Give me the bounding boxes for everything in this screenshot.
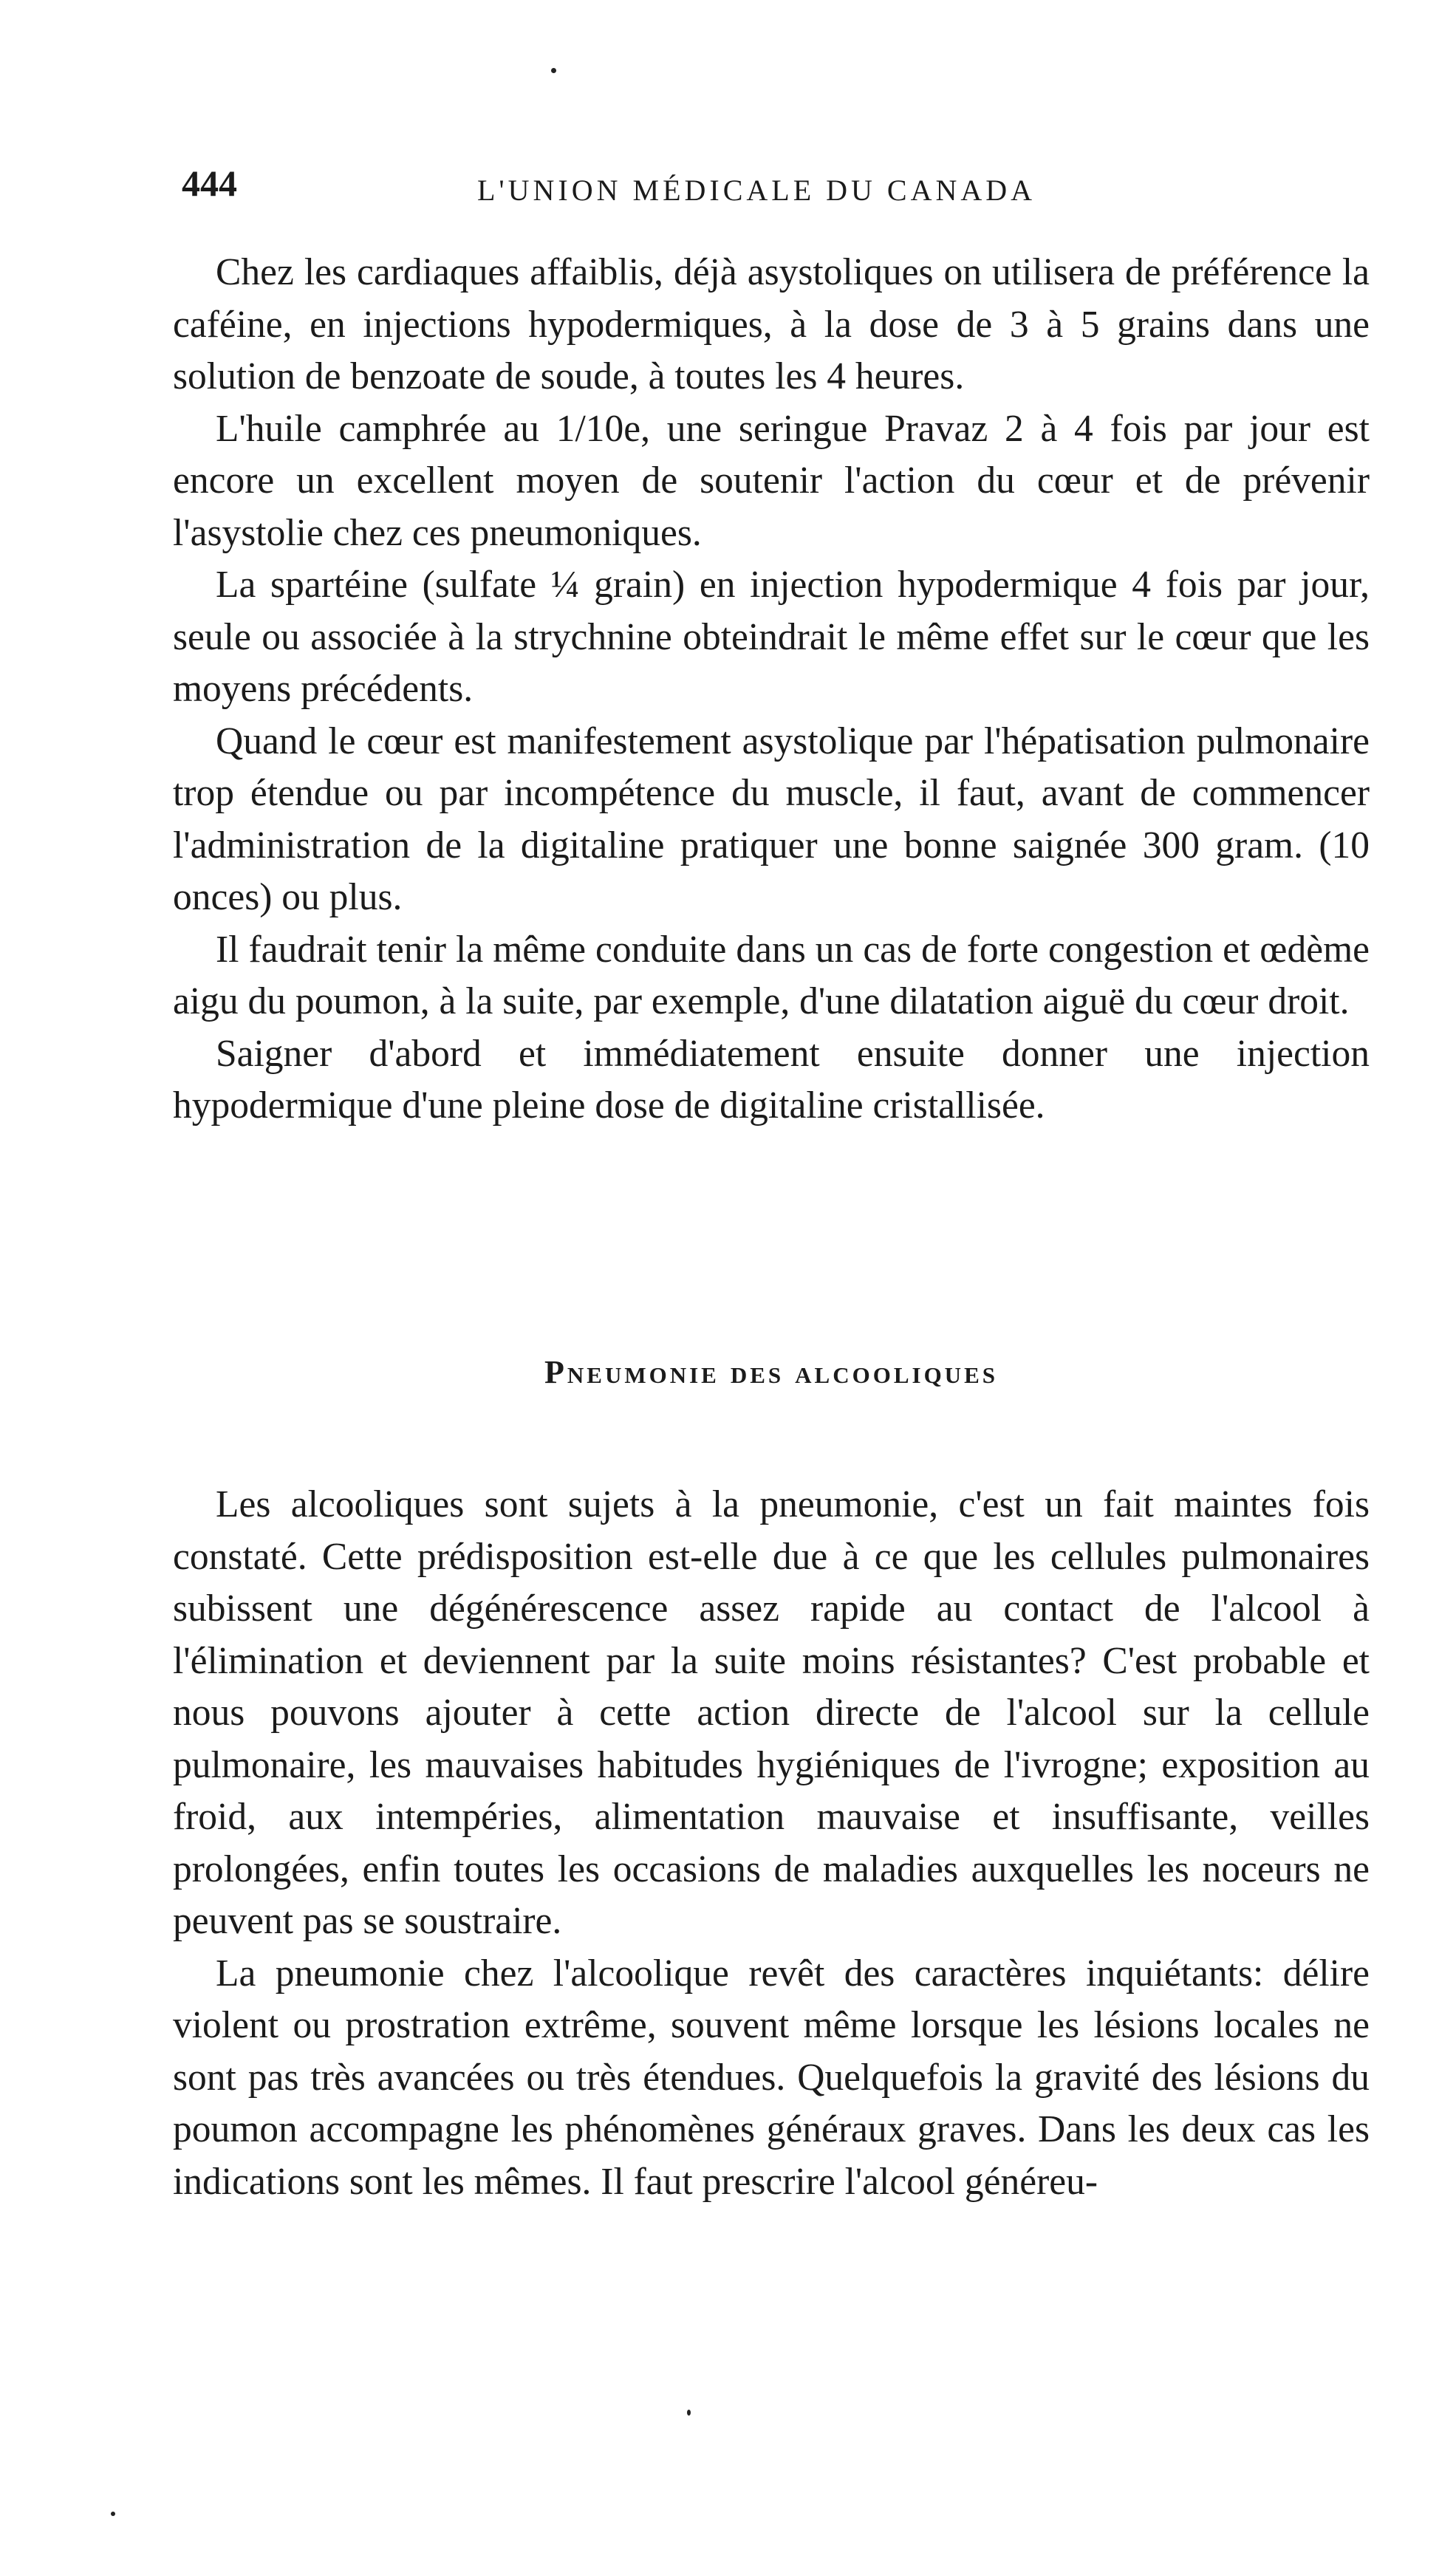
paragraph: Quand le cœur est manifestement asystolique par l'hépatisation pulmonaire trop étendue ou par incompétence du muscle, il faut, avant de commencer l'administration de la digitaline pratiquer une bonne saignée 300 gram. (10 onces) ou plus.: [173, 719, 1370, 918]
paragraph: Les alcooliques sont sujets à la pneumonie, c'est un fait maintes fois constaté. Cette prédisposition est-elle due à ce que les cellules pulmonaires subissent une dégénérescence assez rapide au contact de l'alcool à l'élimination et deviennent par la suite moins résistantes? C'est probable et nous pouvons ajouter à cette action directe de l'alcool sur la cellule pulmonaire, les mauvaises habitudes hygiéniques de l'ivrogne; exposition au froid, aux intempéries, alimentation mauvaise et insuffisante, veilles prolongées, enfin toutes les occasions de maladies auxquelles les noceurs ne peuvent pas se soustraire.: [173, 1483, 1370, 1942]
ink-speck: [111, 2512, 115, 2516]
page-number: 444: [182, 163, 237, 204]
journal-title: L'UNION MÉDICALE DU CANADA: [477, 174, 1036, 207]
ink-speck: [551, 68, 556, 73]
section-heading: Pneumonie des alcooliques: [544, 1354, 998, 1390]
paragraph: L'huile camphrée au 1/10e, une seringue Pravaz 2 à 4 fois par jour est encore un excellent moyen de soutenir l'action du cœur et de prévenir l'asystolie chez ces pneumoniques.: [173, 407, 1370, 554]
paragraph: La pneumonie chez l'alcoolique revêt des caractères inquiétants: délire violent ou prostration extrême, souvent même lorsque les lésions locales ne sont pas très avancées ou très étendues. Quelquefois la gravité des lésions du poumon accompagne les phénomènes généraux graves. Dans les deux cas les indications sont les mêmes. Il faut prescrire l'alcool généreu-: [173, 1952, 1370, 2203]
paragraph: Chez les cardiaques affaiblis, déjà asystoliques on utilisera de préférence la caféine, en injections hypodermiques, à la dose de 3 à 5 grains dans une solution de benzoate de soude, à toutes les 4 heures.: [173, 251, 1370, 397]
paragraph: Il faudrait tenir la même conduite dans un cas de forte congestion et œdème aigu du poumon, à la suite, par exemple, d'une dilatation aiguë du cœur droit.: [173, 928, 1370, 1022]
ink-speck: [687, 2410, 691, 2416]
section-one-body: [173, 247, 1370, 1132]
paragraph: Saigner d'abord et immédiatement ensuite donner une injection hypodermique d'une pleine dose de digitaline cristallisée.: [173, 1032, 1370, 1127]
running-head: [182, 161, 1373, 220]
paragraph: La spartéine (sulfate ¼ grain) en injection hypodermique 4 fois par jour, seule ou associée à la strychnine obteindrait le même effet sur le cœur que les moyens précédents.: [173, 564, 1370, 710]
section-two-body: [173, 1479, 1370, 2208]
